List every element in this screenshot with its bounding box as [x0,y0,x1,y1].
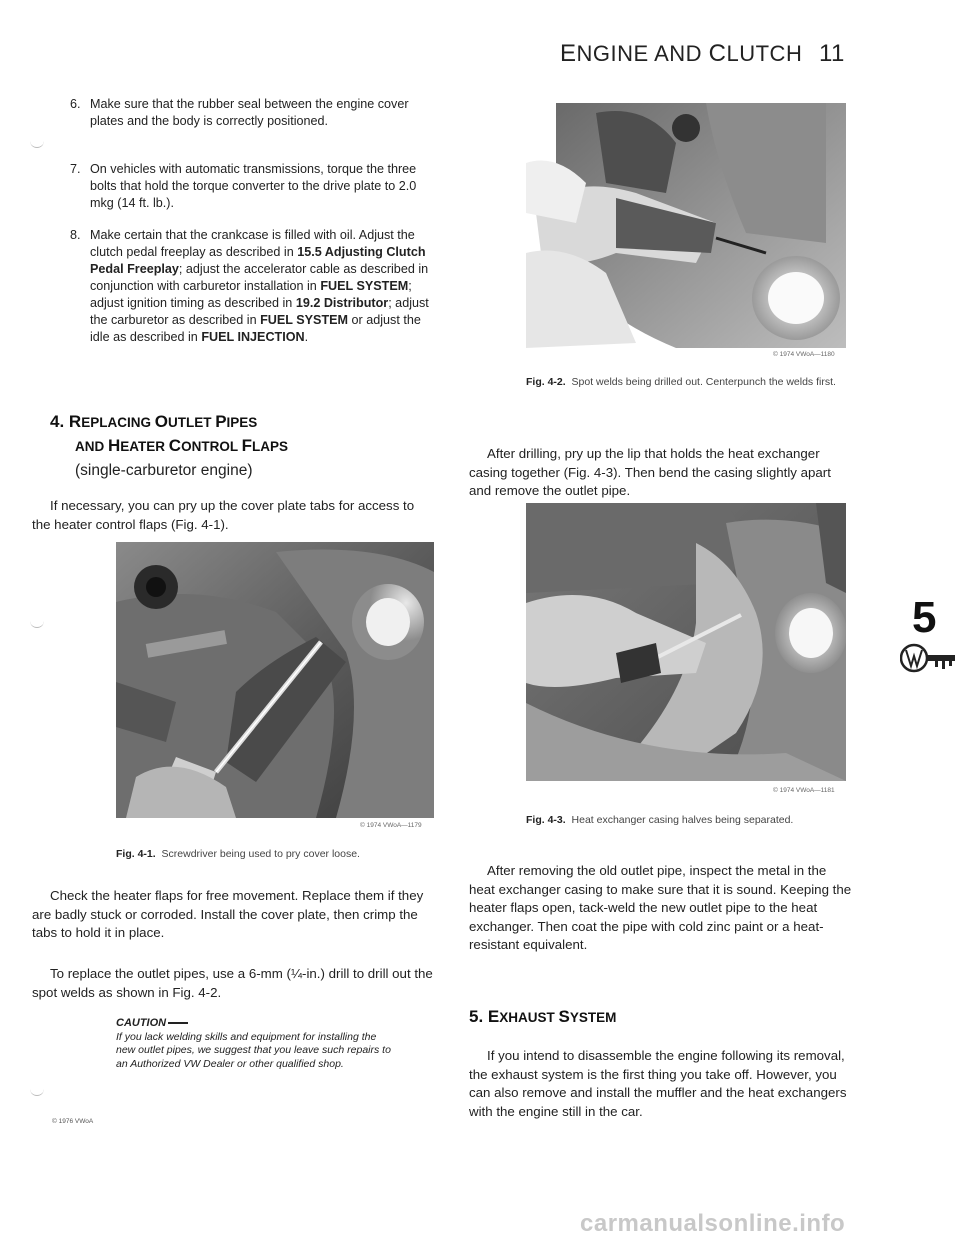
margin-mark [30,1088,44,1096]
fig-4-1-credit: © 1974 VWoA—1179 [360,822,422,829]
fig-4-3-credit: © 1974 VWoA—1181 [773,787,835,794]
paragraph-exhaust-system: If you intend to disassemble the engine following its removal, the exhaust system is the first thing you take off. However, you can also remove and install the muffler and the heat exchangers with the engine still in the car. [469,1048,847,1119]
section-4-intro: If necessary, you can pry up the cover plate tabs for access to the heater control flaps (Fig. 4-1). [32,498,415,532]
page-number: 11 [818,40,845,67]
section-4-heading: 4. REPLACING OUTLET PIPES [50,412,258,431]
section-4-subtitle: (single-carburetor engine) [75,462,253,479]
fig-4-2-credit: © 1974 VWoA—1180 [773,351,835,358]
running-head: ENGINE AND CLUTCH 11 [560,40,845,67]
section-4-heading-line-2: AND HEATER CONTROL FLAPS [75,436,288,455]
step-7: 7. On vehicles with automatic transmissions, torque the three bolts that hold the torque converter to the drive plate to 2.0 mkg (14 ft. lb.). [70,162,417,210]
copyright-notice: © 1976 VWoA [52,1118,94,1125]
fig-4-3-photo [526,503,846,781]
fig-4-1-photo [116,542,434,818]
step-6: 6. Make sure that the rubber seal between the engine cover plates and the body is correctly positioned. [70,97,409,128]
paragraph-after-drilling: After drilling, pry up the lip that holds the heat exchanger casing together (Fig. 4-3). Then bend the casing slightly apart and remove the outlet pipe. [469,446,831,498]
caution-note: CAUTION If you lack welding skills and equipment for installing the new outlet pipes, we suggest that you leave such repairs to an Authorized VW Dealer or other qualified shop. [116,1017,391,1070]
margin-mark [30,620,44,628]
watermark-text: carmanualsonline.info [580,1210,846,1237]
fig-4-1-caption: Fig. 4-1. Screwdriver being used to pry cover loose. [116,848,360,860]
fig-4-2-caption: Fig. 4-2. Spot welds being drilled out. Centerpunch the welds first. [526,376,836,388]
fig-4-2-photo [526,103,846,348]
section-5-heading: 5. EXHAUST SYSTEM [469,1007,617,1026]
chapter-tab [900,593,956,686]
paragraph-check-heater-flaps: Check the heater flaps for free movement. Replace them if they are badly stuck or corroded. Install the cover plate, then crimp the tabs to hold it in place. [32,888,424,940]
chapter-number: 5 [912,593,937,642]
step-8: 8. Make certain that the crankcase is filled with oil. Adjust the clutch pedal freeplay as described in 15.5 Adjusting Clutch Pedal Freeplay; adjust the accelerator cable as described in conjunction with carburetor installation in FUEL SYSTEM; adjust ignition timing as described in 19.2 Distributor; adjust the carburetor as described in FUEL SYSTEM or adjust the idle as described in FUEL INJECTION. [70,228,429,344]
vw-logo-key-icon [900,640,956,676]
fig-4-3-caption: Fig. 4-3. Heat exchanger casing halves being separated. [526,814,794,826]
paragraph-after-removing: After removing the old outlet pipe, inspect the metal in the heat exchanger casing to make sure that it is sound. Keeping the heater flaps open, tack-weld the new outlet pipe to the heat exchanger. Then coat the pipe with cold zinc paint or a heat-resistant equivalent. [469,863,852,952]
margin-mark [30,140,44,148]
paragraph-replace-outlet-pipes: To replace the outlet pipes, use a 6-mm (¼-in.) drill to drill out the spot welds as shown in Fig. 4-2. [32,966,433,1000]
